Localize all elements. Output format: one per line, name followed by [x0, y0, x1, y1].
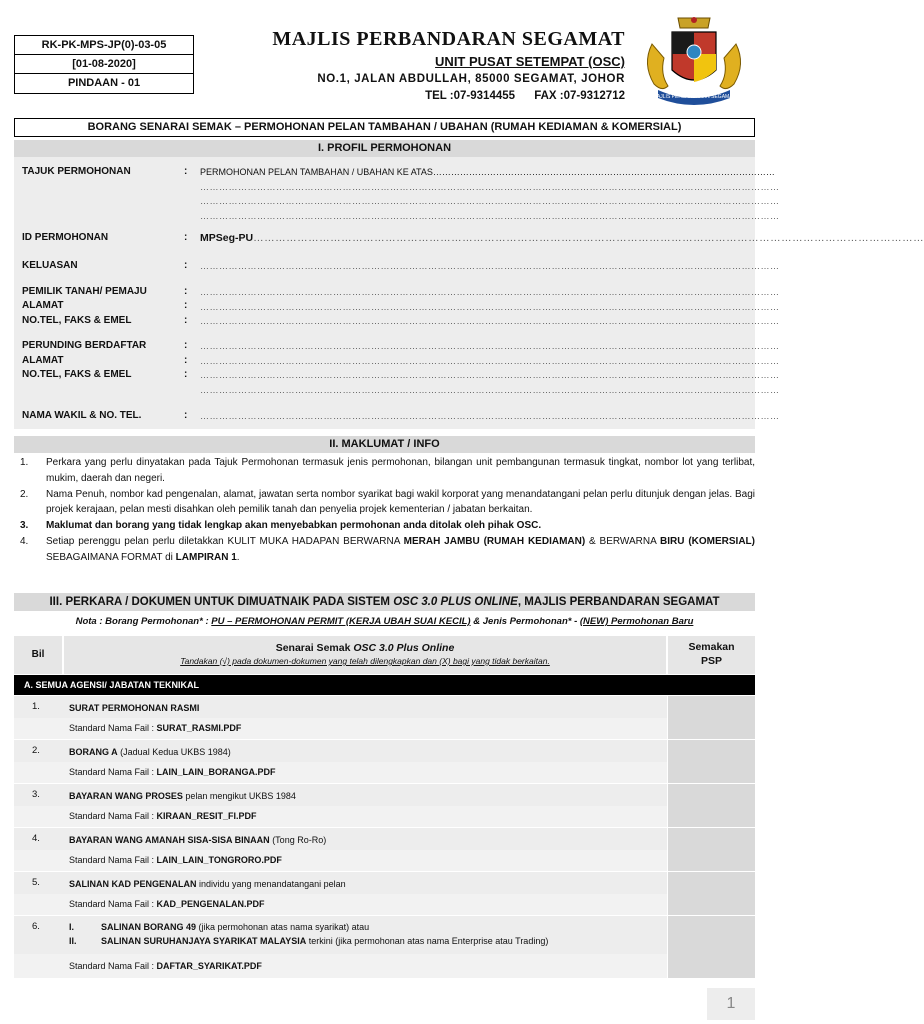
section-profile-header: I. PROFIL PERMOHONAN	[14, 140, 755, 157]
ref-date: [01-08-2020]	[15, 55, 193, 74]
col-bil: Bil	[14, 636, 62, 674]
telephone: TEL :07-9314455	[425, 90, 516, 102]
standard-file-name: Standard Nama Fail : LAIN_LAIN_TONGRORO.PDF	[14, 850, 667, 871]
perunding-contact-label: NO.TEL, FAKS & EMEL	[22, 369, 132, 380]
pemilik-field[interactable]: ………………………………………………………………………………………………………………………………………………………………… ………………………………………………………………………………………………………………………………………………………………… …………………………………………………………………………………………………………………………………………………………………	[200, 287, 780, 326]
tajuk-label: TAJUK PERMOHONAN	[22, 166, 131, 177]
info-item: 1. Perkara yang perlu dinyatakan pada Tajuk Permohonan termasuk jenis permohonan, bilangan unit pembangunan termasuk tingkat, nombor lot yang terlibat, mukim, daerah dan negeri.	[20, 457, 755, 484]
table-row: 1. SURAT PERMOHONAN RASMI	[14, 696, 667, 718]
table-row: 4. BAYARAN WANG AMANAH SISA-SISA BINAAN (Tong Ro-Ro)	[14, 828, 667, 850]
organization-name: MAJLIS PERBANDARAN SEGAMAT	[272, 28, 625, 50]
crest-logo-icon	[638, 14, 750, 108]
group-a-header: A. SEMUA AGENSI/ JABATAN TEKNIKAL	[14, 675, 667, 695]
perunding-field[interactable]: ………………………………………………………………………………………………………………………………………………………………… ………………………………………………………………………………………………………………………………………………………………… ………………………………………………………………………………………………………………………………………………………………… …………………………………………………………………………………………………………………………………………………………………	[200, 341, 780, 395]
id-label: ID PERMOHONAN	[22, 232, 109, 243]
standard-file-name: Standard Nama Fail : DAFTAR_SYARIKAT.PDF	[14, 954, 667, 978]
info-item: 2. Nama Penuh, nombor kad pengenalan, alamat, jawatan serta nombor syarikat bagi wakil korporat yang menandatangani pelan perlu ditunjuk dengan jelas. Bagi projek kerajaan, pelan mesti disahkan oleh pemilik tanah dan penyelia projek kementerian / jabatan berkaitan.	[20, 488, 755, 516]
id-field[interactable]: MPSeg-PU…………………………………………………………………………………………………………………………………………………………………	[200, 232, 924, 244]
document-reference-box	[14, 35, 194, 94]
keluasan-label: KELUASAN	[22, 260, 78, 271]
table-row: 3. BAYARAN WANG PROSES pelan mengikut UKBS 1984	[14, 784, 667, 806]
table-row: 6. I. SALINAN BORANG 49 (jika permohonan atas nama syarikat) atau II. SALINAN SURUHANJAYA SYARIKAT MALAYSIA terkini (jika permohonan atas nama Enterprise atau Trading)	[14, 916, 667, 954]
table-row: 2. BORANG A (Jadual Kedua UKBS 1984)	[14, 740, 667, 762]
organization-address: NO.1, JALAN ABDULLAH, 85000 SEGAMAT, JOHOR	[317, 73, 625, 85]
nota-line: Nota : Borang Permohonan* : PU – PERMOHONAN PERMIT (KERJA UBAH SUAI KECIL) & Jenis Permohonan* - (NEW) Permohonan Baru	[75, 616, 694, 627]
keluasan-field[interactable]: …………………………………………………………………………………………………………………………………………………………………	[200, 261, 780, 271]
psp-check-cell[interactable]	[668, 696, 755, 739]
psp-check-cell[interactable]	[668, 784, 755, 827]
perunding-label: PERUNDING BERDAFTAR	[22, 340, 147, 351]
psp-check-cell[interactable]	[668, 872, 755, 915]
info-item: 4. Setiap perenggu pelan perlu diletakkan KULIT MUKA HADAPAN BERWARNA MERAH JAMBU (RUMAH KEDIAMAN) & BERWARNA BIRU (KOMERSIAL) SEBAGAIMANA FORMAT di LAMPIRAN 1.	[20, 535, 755, 563]
col-senarai-semak: Senarai Semak OSC 3.0 Plus Online Tandakan (√) pada dokumen-dokumen yang telah dilengkapkan dan (X) bagi yang tidak berkaitan.	[64, 636, 666, 674]
wakil-field[interactable]: …………………………………………………………………………………………………………………………………………………………………	[200, 411, 780, 421]
checklist-table-header	[14, 636, 755, 674]
ref-revision: PINDAAN - 01	[67, 77, 141, 89]
psp-check-cell[interactable]	[668, 916, 755, 978]
standard-file-name: Standard Nama Fail : KIRAAN_RESIT_FI.PDF	[14, 806, 667, 827]
ref-code: RK-PK-MPS-JP(0)-03-05	[15, 36, 193, 55]
svg-text:MAJLIS PERBANDARAN SEGAMAT: MAJLIS PERBANDARAN SEGAMAT	[652, 94, 736, 100]
col-semakan-psp: Semakan PSP	[668, 636, 755, 674]
info-list	[14, 455, 755, 566]
pemilik-alamat-label: ALAMAT	[22, 300, 64, 311]
contact-line	[250, 90, 625, 102]
pemilik-contact-label: NO.TEL, FAKS & EMEL	[22, 315, 132, 326]
info-item: 3. Maklumat dan borang yang tidak lengkap akan menyebabkan permohonan anda ditolak oleh pihak OSC.	[20, 520, 542, 532]
table-row: 5. SALINAN KAD PENGENALAN individu yang menandatangani pelan	[14, 872, 667, 894]
profile-section: TAJUK PERMOHONAN : PERMOHONAN PELAN TAMBAHAN / UBAHAN KE ATAS…………………………………………………………………………………………………… ………………………………………………………………………………………………………………………………………………………………… ………………………………………………………………………………………………………………………………………………………………… ………………………………………………………………………………………………………………………………………………………………… ID PERMOHONAN : MPSeg-PU………………………………………………………………………………………………………………………………………………………………… KELUASAN : ………………………………………………………………………………………………………………………………………………………………… PEMILIK TANAH/ PEMAJU ALAMAT NO.TEL, FAKS & EMEL : : : ………………………………………………………………………………………………………………………………………………………………… ………………………………………………………………………………………………………………………………………………………………… ………………………………………………………………………………………………………………………………………………………………… PERUNDING BERDAFTAR ALAMAT NO.TEL, FAKS & EMEL : : : ………………………………………………………………………………………………………………………………………………………………… ………………………………………………………………………………………………………………………………………………………………… ………………………………………………………………………………………………………………………………………………………………… ………………………………………………………………………………………………………………………………………………………………… NAMA WAKIL & NO. TEL. : …………………………………………………………………………………………………………………………………………………………………	[14, 157, 755, 429]
tajuk-field[interactable]: PERMOHONAN PELAN TAMBAHAN / UBAHAN KE ATAS…………………………………………………………………………………………………… ………………………………………………………………………………………………………………………………………………………………… ………………………………………………………………………………………………………………………………………………………………… …………………………………………………………………………………………………………………………………………………………………	[200, 167, 780, 221]
wakil-label: NAMA WAKIL & NO. TEL.	[22, 410, 142, 421]
section-info-header: II. MAKLUMAT / INFO	[14, 436, 755, 453]
standard-file-name: Standard Nama Fail : SURAT_RASMI.PDF	[14, 718, 667, 739]
psp-check-cell[interactable]	[668, 828, 755, 871]
form-title: BORANG SENARAI SEMAK – PERMOHONAN PELAN TAMBAHAN / UBAHAN (RUMAH KEDIAMAN & KOMERSIAL)	[14, 118, 755, 137]
standard-file-name: Standard Nama Fail : KAD_PENGENALAN.PDF	[14, 894, 667, 915]
perunding-alamat-label: ALAMAT	[22, 355, 64, 366]
pemilik-label: PEMILIK TANAH/ PEMAJU	[22, 286, 147, 297]
unit-name: UNIT PUSAT SETEMPAT (OSC)	[435, 54, 625, 69]
standard-file-name: Standard Nama Fail : LAIN_LAIN_BORANGA.PDF	[14, 762, 667, 783]
fax: FAX :07-9312712	[534, 90, 625, 102]
section-documents-header: III. PERKARA / DOKUMEN UNTUK DIMUATNAIK PADA SISTEM OSC 3.0 PLUS ONLINE, MAJLIS PERBANDARAN SEGAMAT	[14, 593, 755, 611]
psp-check-cell[interactable]	[668, 740, 755, 783]
page-number: 1	[707, 988, 755, 1020]
